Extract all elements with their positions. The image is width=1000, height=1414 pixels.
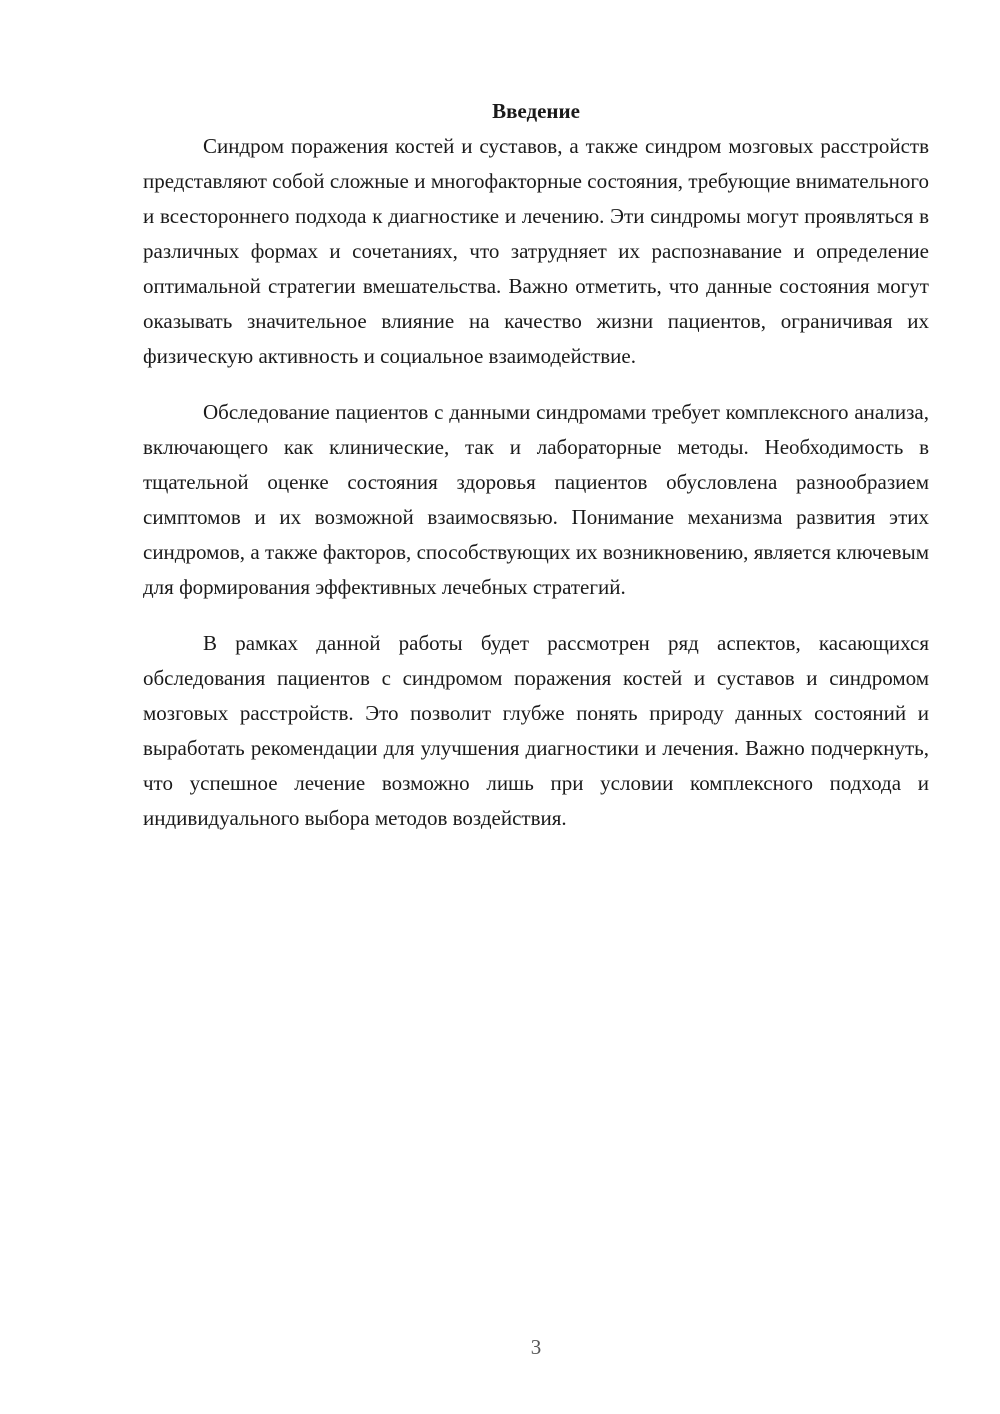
paragraph-2: Обследование пациентов с данными синдромами требует комплексного анализа, включающего как клинические, так и лабораторные методы. Необходимость в тщательной оценке состояния здоровья пациентов обусловлена разнообразием симптомов и их возможной взаимосвязью. Понимание механизма развития этих синдромов, а также факторов, способствующих их возникновению, является ключевым для формирования эффективных лечебных стратегий. — [143, 400, 929, 599]
paragraph-3: В рамках данной работы будет рассмотрен ряд аспектов, касающихся обследования пациентов с синдромом поражения костей и суставов и синдромом мозговых расстройств. Это позволит глубже понять природу данных состояний и выработать рекомендации для улучшения диагностики и лечения. Важно подчеркнуть, что успешное лечение возможно лишь при условии комплексного подхода и индивидуального выбора методов воздействия. — [143, 631, 929, 830]
document-body — [143, 94, 929, 857]
paragraph-1: Синдром поражения костей и суставов, а также синдром мозговых расстройств представляют собой сложные и многофакторные состояния, требующие внимательного и всестороннего подхода к диагностике и лечению. Эти синдромы могут проявляться в различных формах и сочетаниях, что затрудняет их распознавание и определение оптимальной стратегии вмешательства. Важно отметить, что данные состояния могут оказывать значительное влияние на качество жизни пациентов, ограничивая их физическую активность и социальное взаимодействие. — [143, 134, 929, 368]
section-heading: Введение — [492, 99, 580, 123]
page-number: 3 — [530, 1335, 542, 1359]
